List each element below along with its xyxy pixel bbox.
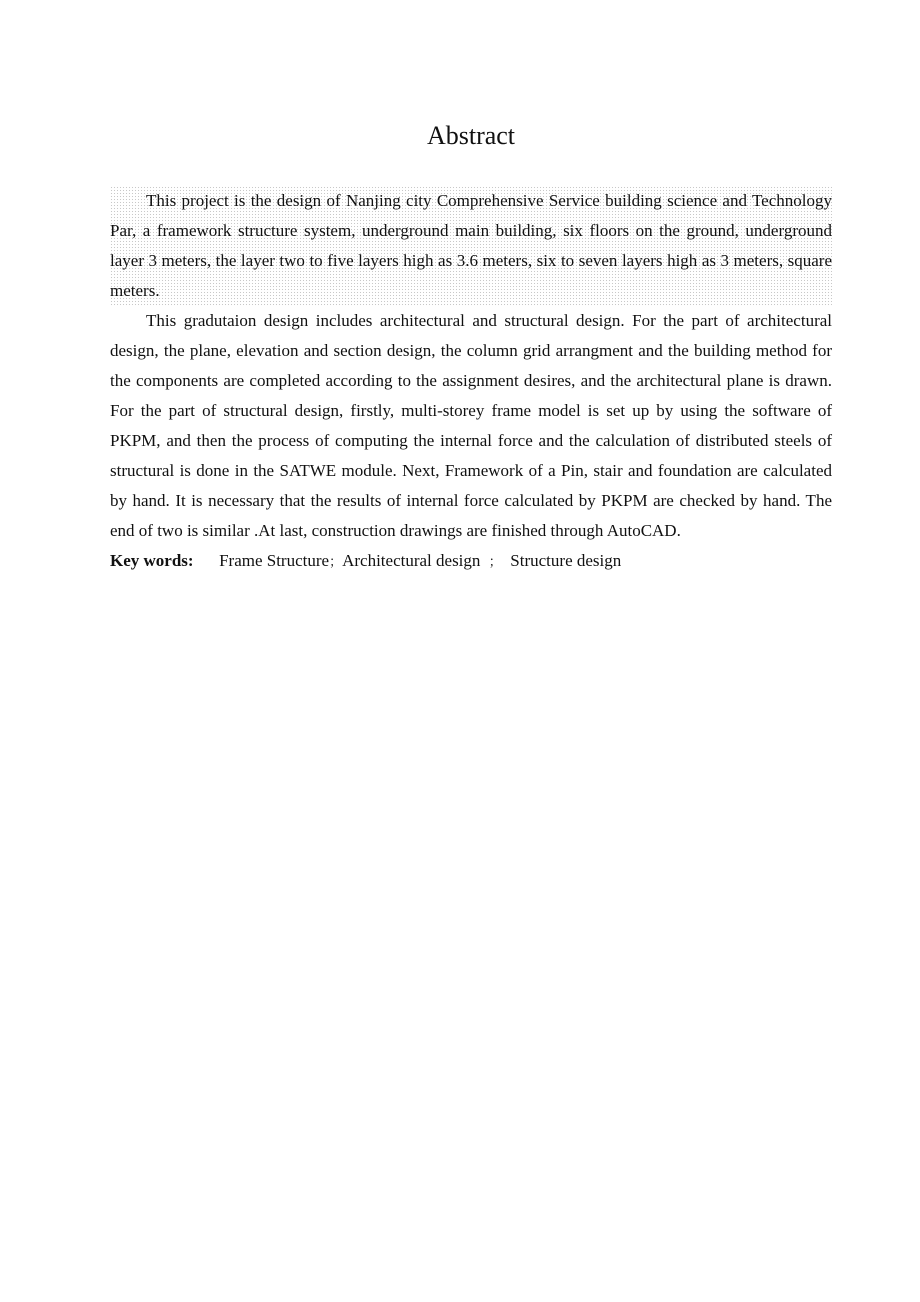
- keyword-separator: ；: [329, 555, 343, 570]
- abstract-paragraph-2: This gradutaion design includes architectural and structural design. For the part of architectural design, the plane, elevation and section design, the column grid arrangment and the building method for the components are completed according to the assignment desires, and the architectural plane is drawn. For the part of structural design, firstly, multi-storey frame model is set up by using the software of PKPM, and then the process of computing the internal force and the calculation of distributed steels of structural is done in the SATWE module. Next, Framework of a Pin, stair and foundation are calculated by hand. It is necessary that the results of internal force calculated by PKPM are checked by hand. The end of two is similar .At last, construction drawings are finished through AutoCAD.: [110, 311, 832, 540]
- keyword-item: Architectural design: [342, 551, 485, 570]
- keyword-separator: ；: [484, 555, 502, 570]
- abstract-paragraph-1: This project is the design of Nanjing city Comprehensive Service building science and Technology Par, a framework structure system, underground main building, six floors on the ground, underground layer 3 meters, the layer two to five layers high as 3.6 meters, six to seven layers high as 3 meters, square meters.: [110, 186, 832, 306]
- keyword-item: Structure design: [510, 551, 622, 570]
- keyword-item: Frame Structure: [219, 551, 330, 570]
- keywords-label: Key words:: [110, 551, 194, 570]
- page-title: Abstract: [426, 121, 516, 150]
- keywords-line: [110, 546, 832, 578]
- abstract-body: [110, 186, 832, 578]
